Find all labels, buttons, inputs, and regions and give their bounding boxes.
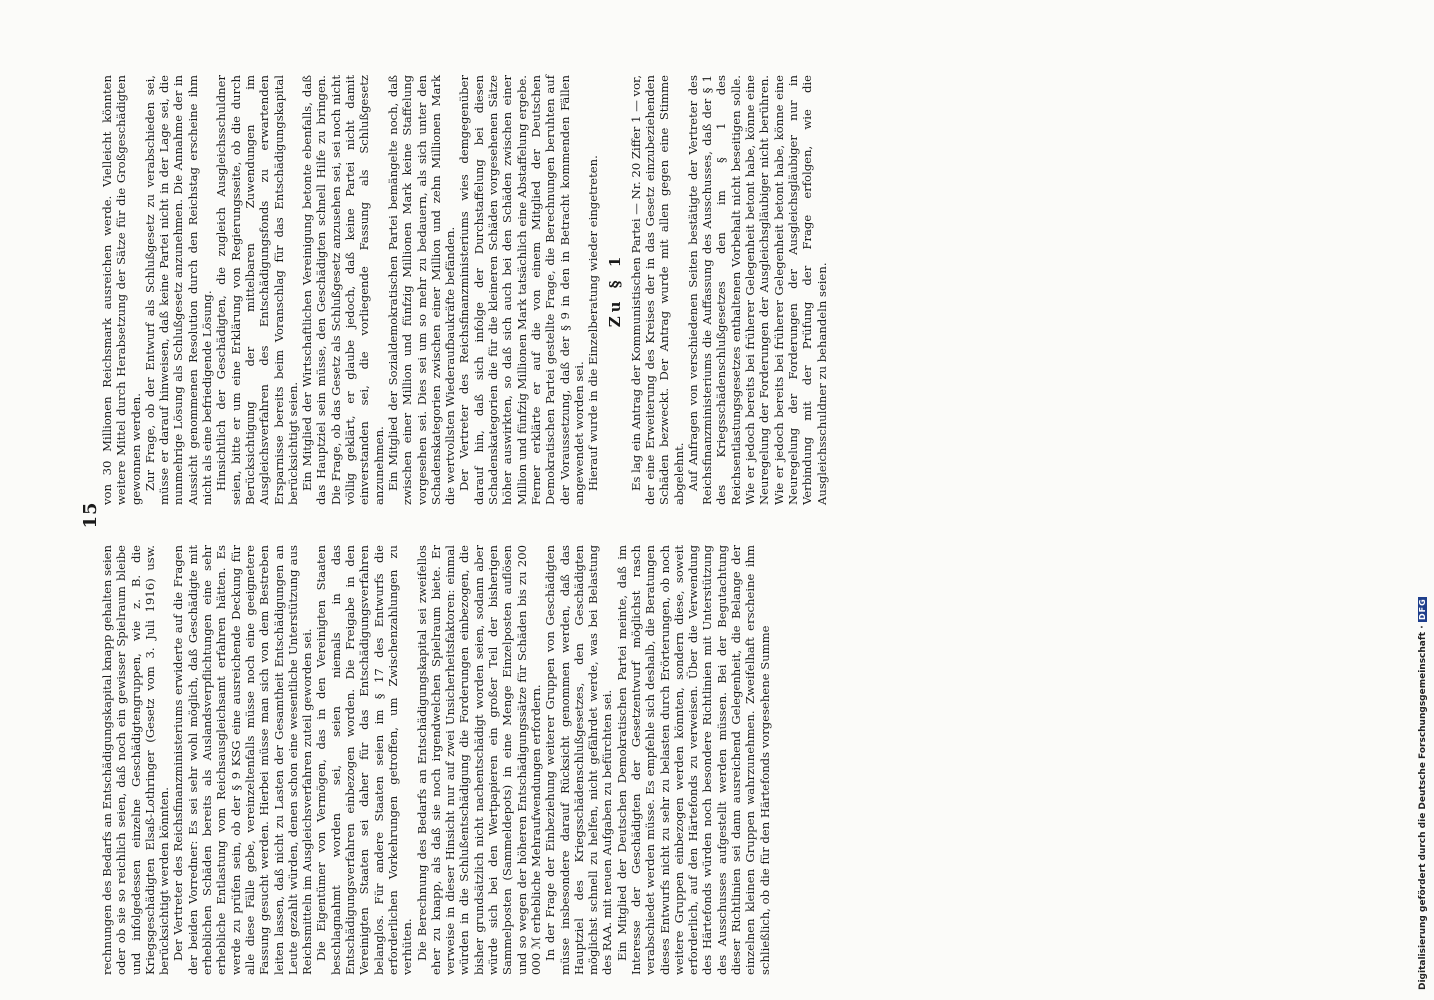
paragraph: Ein Mitglied der Sozialdemokratischen Partei bemängelte noch, daß zwischen einer Million und fünfzig Millionen Mark keine Staffelung vorgesehen sei. Dies sei um so mehr zu bedauern, als sich unter den Schadenskategorien zwischen einer Million und zehn Millionen Mark die wertvollsten Wiederaufbaukräfte befänden. [385,75,458,505]
dfg-logo: DFG [1418,598,1427,621]
margin-note-text: Digitalisierung gefördert durch die Deutsche Forschungsgemeinschaft [1418,631,1428,990]
paragraph: Der Vertreter des Reichsfinanzministeriums wies demgegenüber darauf hin, daß sich infolge der Durchstaffelung bei diesen Schadenskategorien die für die kleineren Schäden vorgesehenen Sätze höher auswirkten, so daß sich auch bei den Schäden zwischen einer Million und fünfzig Millionen Mark tatsächlich eine Abstaffelung ergebe. Ferner erklärte er auf die von einem Mitglied der Deutschen Demokratischen Partei gestellte Frage, die Berechnungen beruhten auf der Voraussetzung, daß der § 9 in den in Betracht kommenden Fällen angewendet worden sei. [457,75,586,505]
paragraph: Hierauf wurde in die Einzelberatung wieder eingetreten. [586,155,601,491]
paragraph: Zur Frage, ob der Entwurf als Schlußgesetz zu verabschieden sei, müsse er darauf hinweisen, daß keine Partei nicht in der Lage sei, die nunmehrige Lösung als Schlußgesetz anzunehmen. Die Annahme der in Aussicht genommenen Resolution durch den Reichstag erscheine ihm nicht als eine befriedigende Lösung. [142,75,215,505]
right-column [100,75,829,505]
section-heading: Zu § 1 [606,252,625,328]
rotated-page-content [80,55,1300,975]
paragraph: Es lag ein Antrag der Kommunistischen Partei — Nr. 20 Ziffer 1 — vor, der eine Erweiterung des Kreises der in das Gesetz einzubeziehenden Schäden bezweckt. Der Antrag wurde mit allen gegen eine Stimme abgelehnt. [628,75,686,505]
dfg-margin-note: Digitalisierung gefördert durch die Deutsche Forschungsgemeinschaft · DFG [1418,598,1428,990]
paragraph: rechnungen des Bedarfs an Entschädigungskapital knapp gehalten seien oder ob sie so reichlich seien, daß noch ein gewisser Spielraum bleibe und infolgedessen einzelne Geschädigtengruppen, wie z. B. die Kriegsgeschädigten Elsaß-Lothringer (Gesetz vom 3. Juli 1916) usw. berücksichtigt werden könnten. [100,545,172,975]
paragraph: Auf Anfragen von verschiedenen Seiten bestätigte der Vertreter des Reichsfinanzministeriums die Auffassung des Ausschusses, daß der § 1 des Kriegsschädenschlußgesetzes den im § 1 des Reichsentlastungsgesetzes enthaltenen Vorbehalt nicht beseitigen solle. Wie er jedoch bereits bei früherer Gelegenheit betont habe, könne eine Neuregelung der Forderungen der Ausgleichsgläubiger nicht berühren. Wie er jedoch bereits bei früherer Gelegenheit betont habe, könne eine Neuregelung der Forderungen der Ausgleichsgläubiger nur in Verbindung mit der Prüfung der Frage erfolgen, wie die Ausgleichsschuldner zu behandeln seien. [685,75,829,505]
paragraph: Die Eigentümer von Vermögen, das in den Vereinigten Staaten beschlagnahmt worden sei, seien niemals in das Entschädigungsverfahren einbezogen worden. Die Freigabe in den Vereinigten Staaten sei daher für das Entschädigungsverfahren belanglos. Für andere Staaten seien im § 17 des Entwurfs die erforderlichen Vorkehrungen getroffen, um Zwischenzahlungen zu verhüten. [314,545,415,975]
left-column [100,545,772,975]
paragraph: von 30 Millionen Reichsmark ausreichen werde. Vielleicht könnten weitere Mittel durch Herabsetzung der Sätze für die Großgeschädigten gewonnen werden. [100,75,143,505]
paragraph: In der Frage der Einbeziehung weiterer Gruppen von Geschädigten müsse insbesondere darauf Rücksicht genommen werden, daß das Hauptziel des Kriegsschädenschlußgesetzes, den Geschädigten möglichst schnell zu helfen, nicht gefährdet werde, was bei Belastung des RAA. mit neuen Aufgaben zu befürchten sei. [543,545,615,975]
paragraph: Der Vertreter des Reichsfinanzministeriums erwiderte auf die Fragen der beiden Vorredner: Es sei sehr wohl möglich, daß Geschädigte mit erheblichen Schäden bereits als Auslandsverpflichtungen eine sehr erhebliche Entlastung vom Reichsausgleichsamt erfahren hätten. Es werde zu prüfen sein, ob der § 9 KSG eine ausreichende Deckung für alle diese Fälle gebe, vereinzeltenfalls müsse noch eine geeignetere Fassung gesucht werden. Hierbei müsse man sich von dem Bestreben leiten lassen, daß nicht zu Lasten der Gesamtheit Entschädigungen an Leute gezahlt würden, denen schon eine wesentliche Unterstützung aus Reichsmitteln im Ausgleichsverfahren zuteil geworden sei. [171,545,315,975]
page-number: 15 [80,501,101,529]
paragraph: Die Berechnung des Bedarfs an Entschädigungskapital sei zweifellos eher zu knapp, als daß sie noch irgendwelchen Spielraum biete. Er verweise in dieser Hinsicht nur auf zwei Unsicherheitsfaktoren: einmal würden in die Schlußentschädigung die Forderungen einbezogen, die bisher grundsätzlich nicht nachentschädigt worden seien, sodann aber würde sich bei den Wertpapieren ein großer Teil der bisherigen Sammelposten (Sammeldepots) in eine Menge Einzelposten auflösen und so wegen der höheren Entschädigungssätze für Schäden bis zu 200 000 ℳ erhebliche Mehraufwendungen erfordern. [414,545,543,975]
paragraph: Hinsichtlich der Geschädigten, die zugleich Ausgleichsschuldner seien, bitte er um eine Erklärung von Regierungsseite, ob die durch Berücksichtigung der mittelbaren Zuwendungen im Ausgleichsverfahren des Entschädigungsfonds zu erwartenden Ersparnisse bereits beim Voranschlag für das Entschädigungskapital berücksichtigt seien. [214,75,300,505]
paragraph: Ein Mitglied der Deutschen Demokratischen Partei meinte, daß im Interesse der Geschädigten der Gesetzentwurf möglichst rasch verabschiedet werden müsse. Es empfehle sich deshalb, die Beratungen dieses Entwurfs nicht zu sehr zu belasten durch Erörterungen, ob noch weitere Gruppen einbezogen werden könnten, sondern diese, soweit erforderlich, auf den Härtefonds zu verweisen. Über die Verwendung des Härtefonds würden noch besondere Richtlinien mit Unterstützung des Ausschusses aufgestellt werden müssen. Bei der Begutachtung dieser Richtlinien sei dann ausreichend Gelegenheit, die Belange der einzelnen kleinen Gruppen wahrzunehmen. Zweifelhaft erscheine ihm schließlich, ob die für den Härtefonds vorgesehene Summe [614,545,772,975]
paragraph: Ein Mitglied der Wirtschaftlichen Vereinigung betonte ebenfalls, daß das Hauptziel sein müsse, den Geschädigten schnell Hilfe zu bringen. Die Frage, ob das Gesetz als Schlußgesetz anzusehen sei, sei noch nicht völlig geklärt, er glaube jedoch, daß keine Partei nicht damit einverstanden sei, die vorliegende Fassung als Schlußgesetz anzunehmen. [300,75,386,505]
